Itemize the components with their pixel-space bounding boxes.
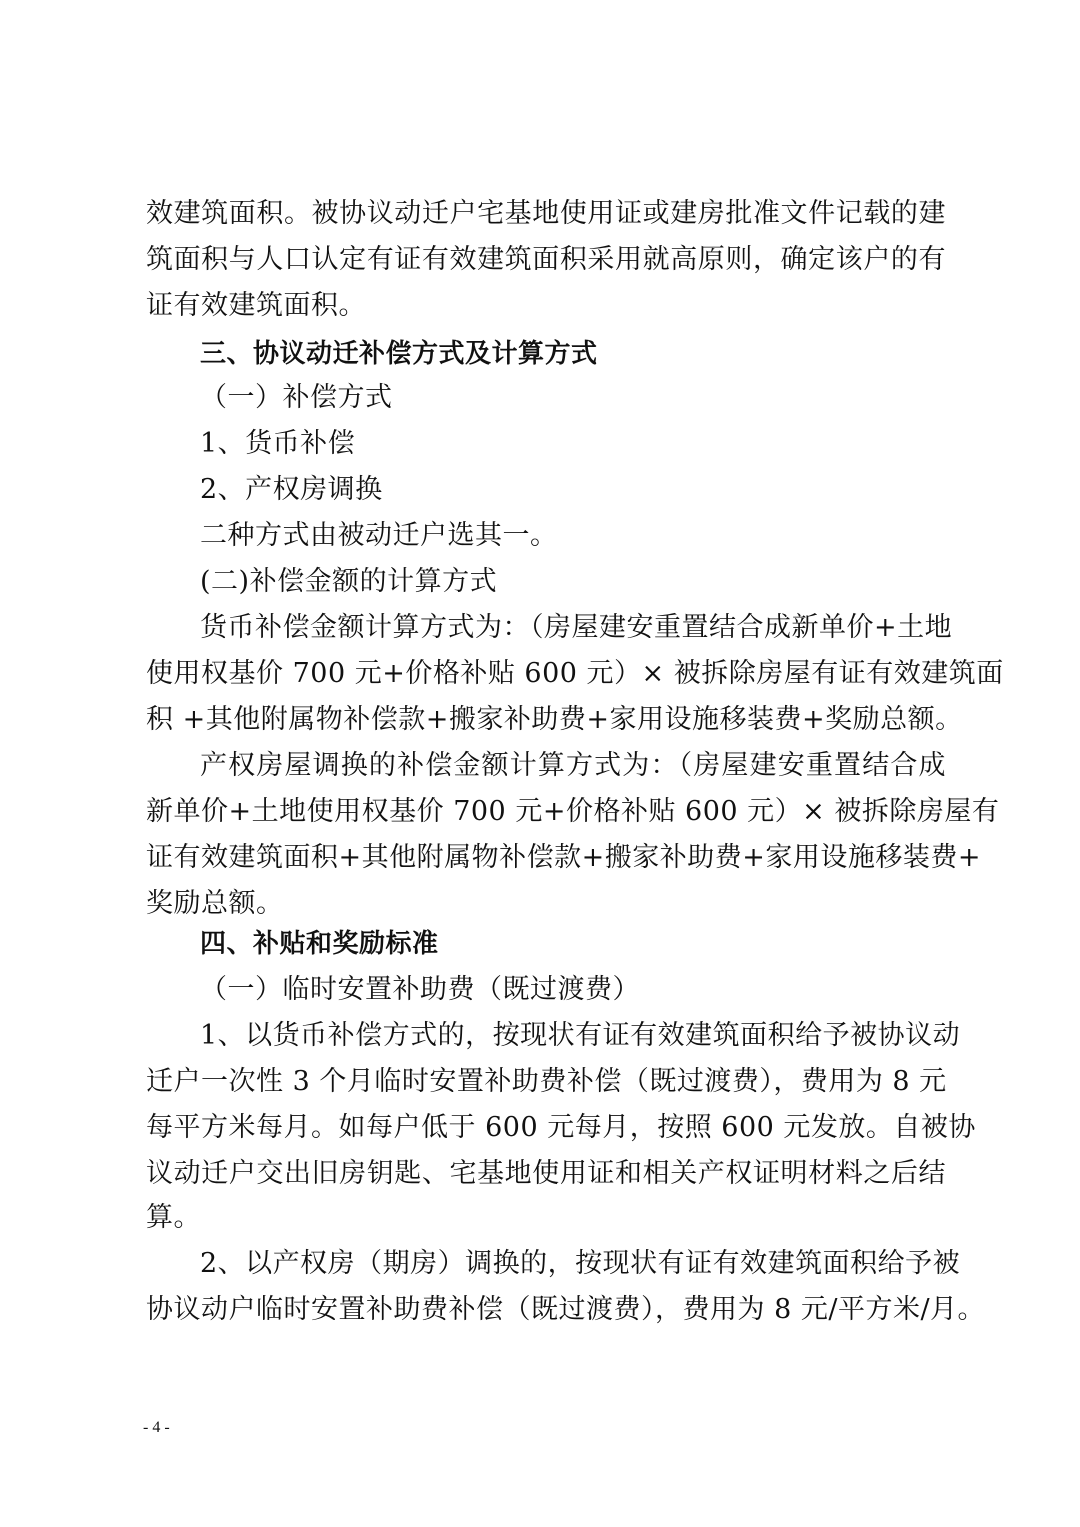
body-text-line: 每平方米每月。如每户低于 600 元每月，按照 600 元发放。自被协 [146,1112,976,1143]
body-text-line: 算。 [146,1202,201,1233]
body-text-line: 迁户一次性 3 个月临时安置补助费补偿（既过渡费），费用为 8 元 [146,1066,947,1097]
body-text-line: 奖励总额。 [146,888,284,919]
list-item: 1、货币补偿 [200,428,356,459]
section-heading: 四、补贴和奖励标准 [200,929,439,959]
body-text-line: 货币补偿金额计算方式为：（房屋建安重置结合成新单价+土地 [200,612,953,643]
body-text-line: 二种方式由被动迁户选其一。 [200,520,558,551]
subsection-heading: (二)补偿金额的计算方式 [200,566,498,597]
page-number: - 4 - [143,1419,170,1436]
subsection-heading: （一）临时安置补助费（既过渡费） [200,974,640,1005]
body-text-line: 产权房屋调换的补偿金额计算方式为：（房屋建安重置结合成 [200,750,946,781]
body-text-line: 协议动户临时安置补助费补偿（既过渡费），费用为 8 元/平方米/月。 [146,1294,986,1325]
body-text-line: 议动迁户交出旧房钥匙、宅基地使用证和相关产权证明材料之后结 [146,1158,946,1189]
subsection-heading: （一）补偿方式 [200,382,393,413]
body-text-line: 1、以货币补偿方式的，按现状有证有效建筑面积给予被协议动 [200,1020,961,1051]
body-text-line: 效建筑面积。被协议动迁户宅基地使用证或建房批准文件记载的建 [146,198,946,229]
body-text-line: 筑面积与人口认定有证有效建筑面积采用就高原则，确定该户的有 [146,244,946,275]
body-text-line: 新单价+土地使用权基价 700 元+价格补贴 600 元）× 被拆除房屋有 [146,796,1000,827]
body-text-line: 使用权基价 700 元+价格补贴 600 元）× 被拆除房屋有证有效建筑面 [146,658,1004,689]
body-text-line: 证有效建筑面积。 [146,290,366,321]
section-heading: 三、协议动迁补偿方式及计算方式 [200,339,598,369]
body-text-line: 积 +其他附属物补偿款+搬家补助费+家用设施移装费+奖励总额。 [146,704,963,735]
body-text-line: 2、以产权房（期房）调换的，按现状有证有效建筑面积给予被 [200,1248,961,1279]
body-text-line: 证有效建筑面积+其他附属物补偿款+搬家补助费+家用设施移装费+ [146,842,981,873]
list-item: 2、产权房调换 [200,474,383,505]
